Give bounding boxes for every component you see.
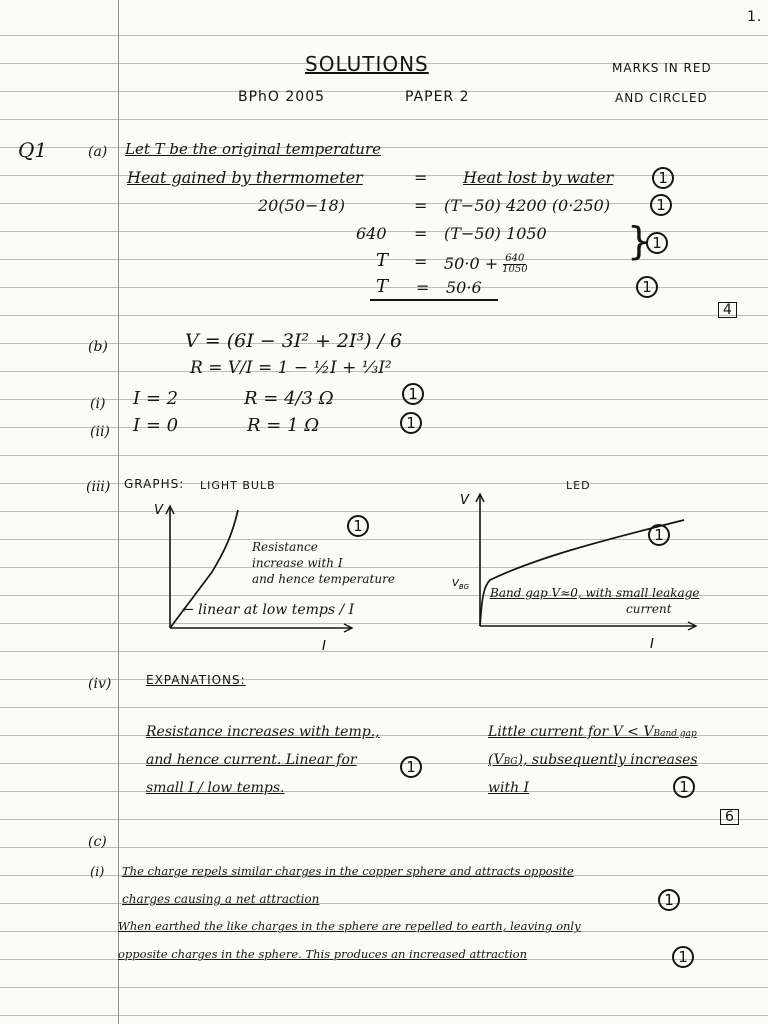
part-b-iii-label: (iii): [86, 479, 111, 495]
mark-circle: 1: [648, 524, 670, 546]
led-v-label: V: [460, 493, 469, 508]
mark-circle: 1: [400, 412, 422, 434]
part-c-i-label: (i): [90, 865, 105, 880]
question-label: Q1: [18, 138, 48, 162]
graphs-label: GRAPHS:: [124, 477, 185, 491]
answer-underline: [370, 299, 498, 301]
led-note-1: Band gap V≈0, with small leakage: [490, 586, 700, 600]
eq2-lhs: 20(50−18): [258, 196, 345, 215]
mark-circle: 1: [673, 776, 695, 798]
part-c-line-2: charges causing a net attraction: [122, 892, 320, 906]
part-b-ii-label: (ii): [90, 424, 110, 440]
i-current: I = 2: [133, 388, 179, 409]
ii-resistance: R = 1 Ω: [247, 415, 320, 436]
margin-rule: [118, 0, 119, 1024]
exp-left-2: and hence current. Linear for: [146, 752, 357, 768]
fraction-numerator: 640: [505, 253, 525, 264]
equals-5: =: [416, 278, 430, 297]
eq3-lhs: 640: [356, 224, 387, 243]
equals-3: =: [414, 224, 428, 243]
eq-r: R = V/I = 1 − ½I + ⅓I²: [190, 358, 392, 378]
eq2-rhs: (T−50) 4200 (0·250): [444, 196, 611, 215]
bulb-i-label: I: [322, 639, 326, 654]
eq-v: V = (6I − 3I² + 2I³) / 6: [185, 330, 403, 352]
mark-circle: 1: [646, 232, 668, 254]
exp-left-1: Resistance increases with temp.,: [146, 724, 380, 740]
exp-right-2: (VBG), subsequently increases: [488, 752, 698, 768]
eq4-rhs: 50·0 + $\frac{640}{1050}$: [444, 253, 528, 275]
part-b-i-label: (i): [90, 396, 106, 412]
bulb-note-3: and hence temperature: [252, 572, 395, 586]
mark-circle: 1: [650, 194, 672, 216]
eq4-lhs: T: [376, 250, 389, 271]
mark-circle: 1: [400, 756, 422, 778]
mark-circle: 1: [652, 167, 674, 189]
mark-circle: 1: [347, 515, 369, 537]
mark-circle: 1: [658, 889, 680, 911]
exp-left-3: small I / low temps.: [146, 780, 285, 796]
equals-1: =: [414, 168, 428, 187]
equals-2: =: [414, 196, 428, 215]
eq5-rhs: 50·6: [446, 278, 482, 297]
ii-current: I = 0: [133, 415, 179, 436]
brace: }: [627, 219, 652, 263]
marks-note-1: MARKS IN RED: [612, 61, 712, 75]
part-a-label: (a): [88, 144, 108, 160]
part-a-intro: Let T be the original temperature: [125, 140, 382, 158]
led-note-2: current: [626, 602, 672, 616]
bulb-v-label: V: [154, 503, 163, 518]
mark-circle: 1: [672, 946, 694, 968]
explanations-heading: EXPANATIONS:: [146, 673, 246, 687]
part-b-iv-label: (iv): [88, 676, 112, 692]
part-c-label: (c): [88, 834, 107, 850]
equals-4: =: [414, 252, 428, 271]
eq5-lhs: T: [376, 276, 389, 297]
bulb-note-1: Resistance: [252, 540, 318, 554]
i-resistance: R = 4/3 Ω: [244, 388, 334, 409]
page-number: 1.: [747, 9, 763, 25]
part-c-line-4: opposite charges in the sphere. This produces an increased attraction: [118, 947, 527, 961]
exp-right-3: with I: [488, 780, 530, 796]
marks-note-2: AND CIRCLED: [615, 91, 708, 105]
page-title: SOLUTIONS: [305, 52, 429, 76]
led-i-label: I: [650, 637, 654, 652]
part-a-total: 4: [718, 302, 737, 318]
bulb-graph-title: LIGHT BULB: [200, 479, 276, 492]
exp-right-1: Little current for V < VBand gap: [488, 724, 697, 740]
heat-gained-label: Heat gained by thermometer: [127, 168, 363, 187]
led-vbg-label: $V_{BG}$: [452, 578, 470, 591]
eq3-rhs: (T−50) 1050: [444, 224, 547, 243]
heat-lost-label: Heat lost by water: [463, 168, 614, 187]
part-c-line-3: When earthed the like charges in the sphere are repelled to earth, leaving only: [118, 919, 581, 933]
exam-name: BPhO 2005: [238, 89, 326, 105]
bulb-note-4: ← linear at low temps / I: [182, 602, 355, 618]
led-graph-title: LED: [566, 479, 591, 492]
part-b-total: 6: [720, 809, 739, 825]
bulb-note-2: increase with I: [252, 556, 343, 570]
led-iv-graph: [446, 486, 766, 656]
fraction-denominator: 1050: [502, 264, 528, 275]
paper-name: PAPER 2: [405, 89, 470, 105]
mark-circle: 1: [402, 383, 424, 405]
part-c-line-1: The charge repels similar charges in the copper sphere and attracts opposite: [122, 864, 574, 878]
part-b-label: (b): [88, 339, 108, 355]
mark-circle: 1: [636, 276, 658, 298]
